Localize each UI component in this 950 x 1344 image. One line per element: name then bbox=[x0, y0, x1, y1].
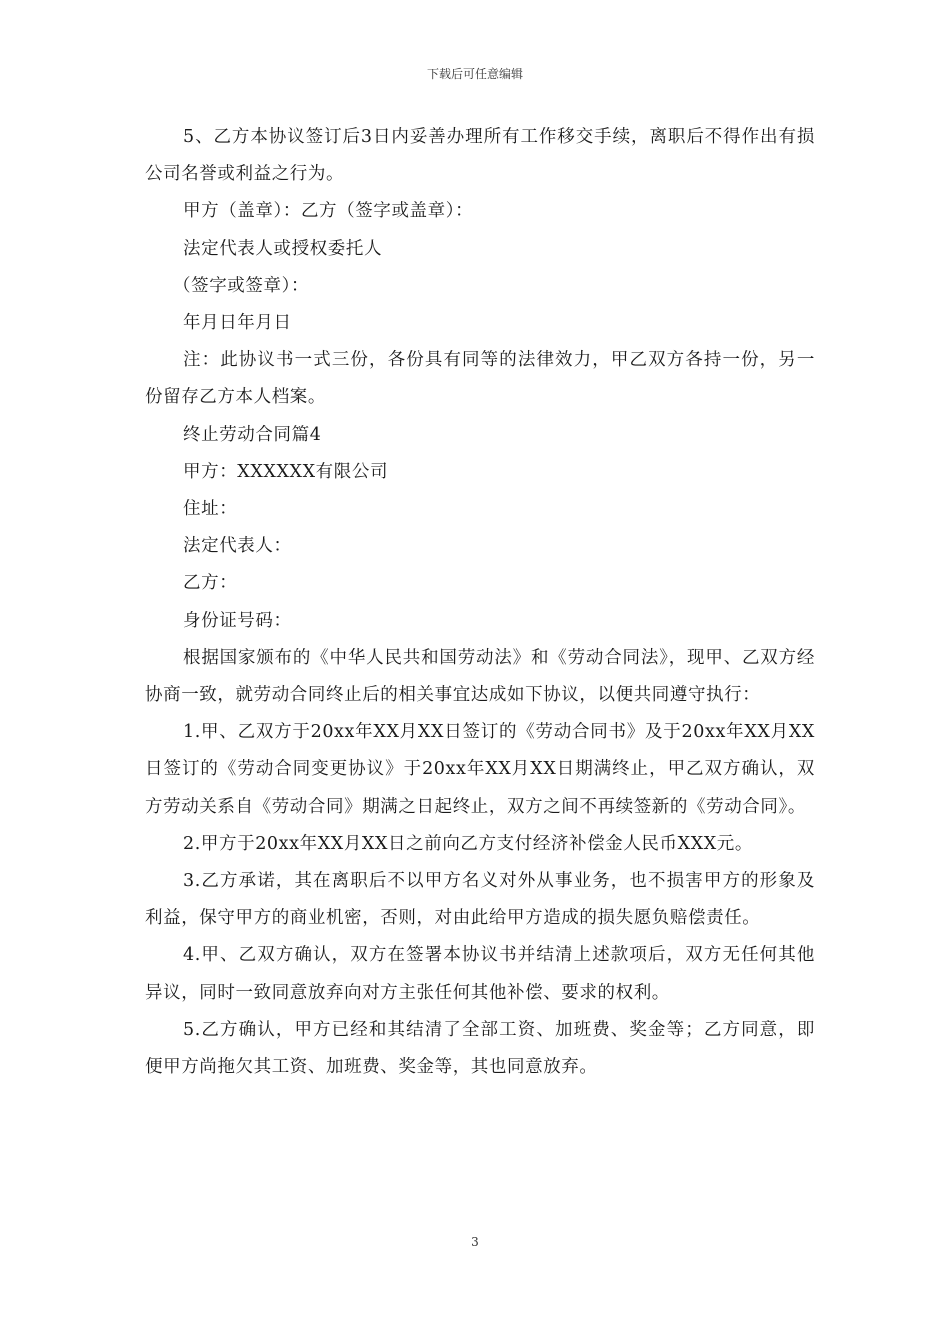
party-a-line: 甲方：XXXXXX有限公司 bbox=[183, 461, 389, 482]
address-line: 住址： bbox=[183, 499, 238, 520]
section-title: 终止劳动合同篇4 bbox=[183, 424, 322, 445]
clause-4: 4.甲、乙双方确认，双方在签署本协议书并结清上述款项后，双方无任何其他异议，同时一致同意放弃向对方主张任何其他补偿、要求的权利。 bbox=[145, 945, 815, 1003]
clause-handover: 5、乙方本协议签订后3日内妥善办理所有工作移交手续，离职后不得作出有损公司名誉或利益之行为。 bbox=[145, 127, 815, 185]
signature-party-line: 甲方（盖章）：乙方（签字或盖章）： bbox=[183, 201, 474, 222]
clause-1: 1.甲、乙双方于20xx年XX月XX日签订的《劳动合同书》及于20xx年XX月XX日签订的《劳动合同变更协议》于20xx年XX月XX日期满终止，甲乙双方确认，双方劳动关系自《劳动合同》期满之日起终止，双方之间不再续签新的《劳动合同》。 bbox=[145, 722, 815, 817]
legal-rep-line: 法定代表人： bbox=[183, 536, 292, 557]
document-body bbox=[145, 119, 815, 1086]
party-b-line: 乙方： bbox=[183, 573, 238, 594]
date-line: 年月日年月日 bbox=[183, 313, 292, 334]
clause-3: 3.乙方承诺，其在离职后不以甲方名义对外从事业务，也不损害甲方的形象及利益，保守甲方的商业机密，否则，对由此给甲方造成的损失愿负赔偿责任。 bbox=[145, 871, 815, 929]
clause-5: 5.乙方确认，甲方已经和其结清了全部工资、加班费、奖金等；乙方同意，即便甲方尚拖欠其工资、加班费、奖金等，其也同意放弃。 bbox=[145, 1019, 815, 1078]
id-number-line: 身份证号码： bbox=[183, 610, 292, 631]
copies-note: 注：此协议书一式三份，各份具有同等的法律效力，甲乙双方各持一份，另一份留存乙方本人档案。 bbox=[145, 350, 815, 408]
legal-representative-line: 法定代表人或授权委托人 bbox=[183, 238, 383, 259]
page-header: 下载后可任意编辑 bbox=[426, 67, 523, 81]
page-number: 3 bbox=[471, 1235, 479, 1249]
signature-note-line: （签字或签章）： bbox=[173, 275, 310, 296]
clause-2: 2.甲方于20xx年XX月XX日之前向乙方支付经济补偿金人民币XXX元。 bbox=[183, 833, 754, 854]
preamble-paragraph: 根据国家颁布的《中华人民共和国劳动法》和《劳动合同法》，现甲、乙双方经协商一致，就劳动合同终止后的相关事宜达成如下协议，以便共同遵守执行： bbox=[145, 647, 815, 706]
